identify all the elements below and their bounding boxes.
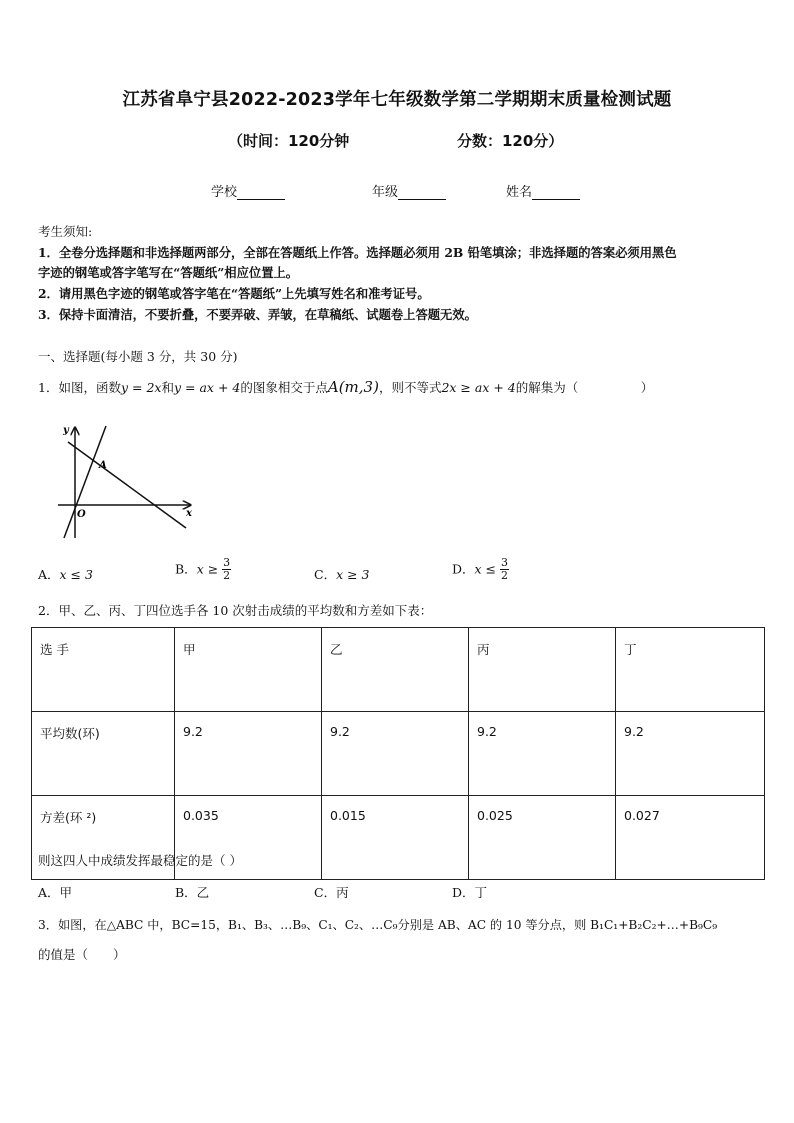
table-row	[32, 712, 765, 796]
table-cell: 9.2	[175, 712, 322, 796]
q1-prefix: 1．如图，函数	[38, 380, 121, 395]
grade-field	[372, 181, 446, 200]
q1-mid: 的图象相交于点	[240, 380, 328, 395]
q1-option-b-label: B．	[175, 561, 197, 577]
table-header-row	[32, 628, 765, 712]
q1-graph	[48, 418, 198, 546]
q1-option-a[interactable]	[38, 565, 93, 585]
q1-and: 和	[161, 380, 174, 395]
q1-option-d[interactable]	[452, 557, 509, 582]
table-cell: 0.027	[616, 796, 765, 880]
q2-option-d[interactable]: D．丁	[452, 885, 488, 900]
name-field	[506, 181, 580, 200]
q1-option-d-fraction	[500, 557, 509, 582]
grade-blank	[398, 187, 446, 200]
q1-option-a-expr: x ≤ 3	[59, 567, 93, 582]
q1-mid2: ，则不等式	[378, 380, 442, 395]
school-blank	[237, 187, 285, 200]
q2-option-a[interactable]: A．甲	[38, 885, 73, 900]
table-cell: 9.2	[616, 712, 765, 796]
exam-score: 分数：120分）	[457, 132, 564, 150]
point-a-label: A	[99, 460, 107, 471]
q2-question: 则这四人中成绩发挥最稳定的是（ ）	[38, 853, 242, 868]
name-label: 姓名	[506, 185, 533, 200]
table-cell: 0.035	[175, 796, 322, 880]
q1-suffix: 的解集为（ ）	[515, 380, 654, 395]
table-cell: 方差(环 ²)	[32, 796, 175, 880]
table-header-cell: 丁	[616, 628, 765, 712]
name-blank	[532, 187, 580, 200]
notice-item-1-cont: 字迹的钢笔或答字笔写在“答题纸”相应位置上。	[38, 265, 299, 280]
school-label: 学校	[211, 185, 238, 200]
question-3-line-2: 的值是（ ）	[38, 947, 126, 962]
q1-point: A(m,3)	[327, 378, 379, 396]
q1-option-b-fraction	[222, 557, 231, 582]
notice-item-3: 3．保持卡面清洁，不要折叠，不要弄破、弄皱，在草稿纸、试题卷上答题无效。	[38, 307, 477, 322]
q1-option-b-num: 3	[223, 556, 231, 569]
q2-option-c[interactable]: C．丙	[314, 885, 349, 900]
q1-option-d-num: 3	[501, 556, 509, 569]
school-field	[211, 181, 285, 200]
notice-heading: 考生须知:	[38, 224, 93, 239]
q1-option-d-label: D．	[452, 561, 475, 577]
notice-item-1: 1．全卷分选择题和非选择题两部分，全部在答题纸上作答。选择题必须用 2B 铅笔填涂；非选择题的答案必须用黑色	[38, 245, 677, 260]
x-axis-label: x	[186, 508, 192, 519]
q1-option-c-expr: x ≥ 3	[336, 567, 370, 582]
exam-title: 江苏省阜宁县2022-2023学年七年级数学第二学期期末质量检测试题	[122, 90, 672, 110]
exam-time: （时间：120分钟	[228, 132, 350, 150]
table-cell: 9.2	[322, 712, 469, 796]
table-cell: 0.025	[469, 796, 616, 880]
table-cell: 平均数(环)	[32, 712, 175, 796]
q1-option-b[interactable]	[175, 557, 231, 582]
q1-option-b-expr: x ≥	[196, 561, 219, 577]
q1-option-c-label: C．	[314, 567, 337, 582]
question-3-line-1: 3．如图，在△ABC 中，BC=15，B₁、B₃、…B₉、C₁、C₂、…C₉分别是 AB、AC 的 10 等分点，则 B₁C₁+B₂C₂+…+B₉C₉	[38, 918, 718, 932]
q1-option-b-den: 2	[223, 569, 231, 582]
score-table	[31, 627, 765, 880]
q1-option-d-expr: x ≤	[474, 561, 497, 577]
q1-func-2: y = ax + 4	[173, 380, 241, 395]
q1-inequality: 2x ≥ ax + 4	[441, 380, 516, 395]
grade-label: 年级	[372, 185, 399, 200]
q1-func-1: y = 2x	[120, 380, 162, 395]
table-cell: 0.015	[322, 796, 469, 880]
notice-item-2: 2．请用黑色字迹的钢笔或答字笔在“答题纸”上先填写姓名和准考证号。	[38, 286, 430, 301]
y-axis-label: y	[63, 425, 69, 436]
q1-option-d-den: 2	[501, 569, 509, 582]
question-2-stem: 2．甲、乙、丙、丁四位选手各 10 次射击成绩的平均数和方差如下表：	[38, 603, 433, 618]
table-header-cell: 甲	[175, 628, 322, 712]
q2-option-b[interactable]: B．乙	[175, 885, 210, 900]
table-header-cell: 选 手	[32, 628, 175, 712]
table-header-cell: 丙	[469, 628, 616, 712]
origin-label: O	[77, 509, 86, 520]
q1-option-a-label: A．	[38, 567, 60, 582]
question-1-stem	[38, 377, 653, 398]
table-header-cell: 乙	[322, 628, 469, 712]
q1-option-c[interactable]	[314, 565, 370, 585]
table-cell: 9.2	[469, 712, 616, 796]
section-heading: 一、选择题(每小题 3 分，共 30 分)	[38, 349, 238, 364]
